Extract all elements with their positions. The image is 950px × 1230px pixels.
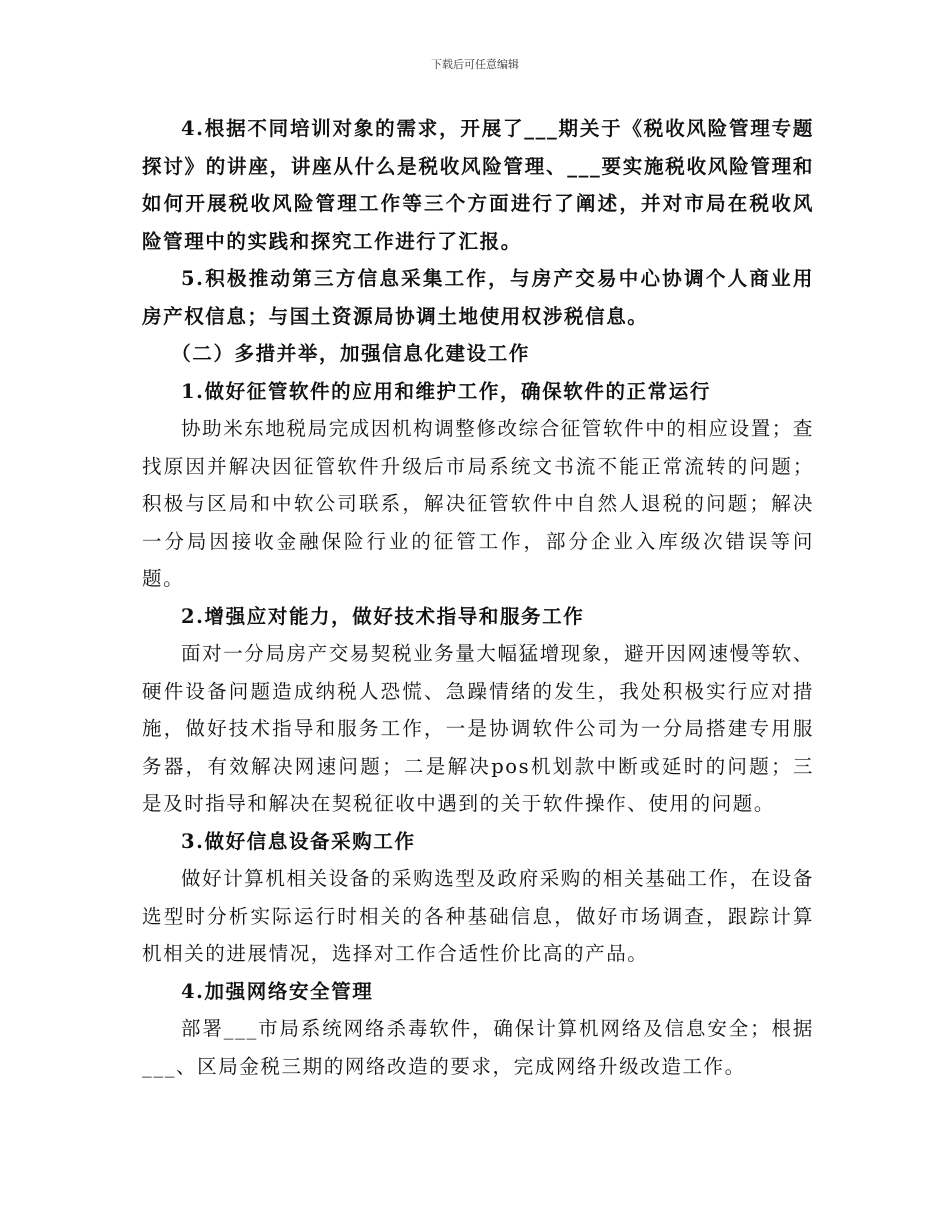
body-paragraph-3: 做好计算机相关设备的采购选型及政府采购的相关基础工作，在设备选型时分析实际运行时相关的各种基础信息，做好市场调查，跟踪计算机相关的进展情况，选择对工作合适性价比高的产品。 <box>142 867 815 965</box>
body-paragraph-2: 面对一分局房产交易契税业务量大幅猛增现象，避开因网速慢等软、硬件设备问题造成纳税人恐慌、急躁情绪的发生，我处积极实行应对措施，做好技术指导和服务工作，一是协调软件公司为一分局搭建专用服务器，有效解决网速问题；二是解决pos机划款中断或延时的问题；三是及时指导和解决在契税征收中遇到的关于软件操作、使用的问题。 <box>142 642 815 815</box>
item-4-training-lectures: 4.根据不同培训对象的需求，开展了___期关于《税收风险管理专题探讨》的讲座，讲座从什么是税收风险管理、___要实施税收风险管理和如何开展税收风险管理工作等三个方面进行了阐述，并对市局在税收风险管理中的实践和探究工作进行了汇报。 <box>142 117 814 253</box>
page-header: 下载后可任意编辑 <box>431 58 519 71</box>
item-5-third-party-info: 5.积极推动第三方信息采集工作，与房产交易中心协调个人商业用房产权信息；与国土资源局协调土地使用权涉税信息。 <box>142 267 814 328</box>
body-paragraph-4: 部署___市局系统网络杀毒软件，确保计算机网络及信息安全；根据___、区局金税三期的网络改造的要求，完成网络升级改造工作。 <box>142 1017 814 1078</box>
subheading-1-software-maintenance: 1.做好征管软件的应用和维护工作，确保软件的正常运行 <box>181 379 711 403</box>
body-paragraph-1: 协助米东地税局完成因机构调整修改综合征管软件中的相应设置；查找原因并解决因征管软件升级后市局系统文书流不能正常流转的问题；积极与区局和中软公司联系，解决征管软件中自然人退税的问题；解决一分局因接收金融保险行业的征管工作，部分企业入库级次错误等问题。 <box>142 417 815 590</box>
section-heading-2: （二）多措并举，加强信息化建设工作 <box>171 342 530 365</box>
subheading-3-equipment-procurement: 3.做好信息设备采购工作 <box>181 829 416 853</box>
document-body <box>142 110 814 1085</box>
subheading-4-network-security: 4.加强网络安全管理 <box>181 979 374 1003</box>
subheading-2-technical-support: 2.增强应对能力，做好技术指导和服务工作 <box>181 604 585 628</box>
